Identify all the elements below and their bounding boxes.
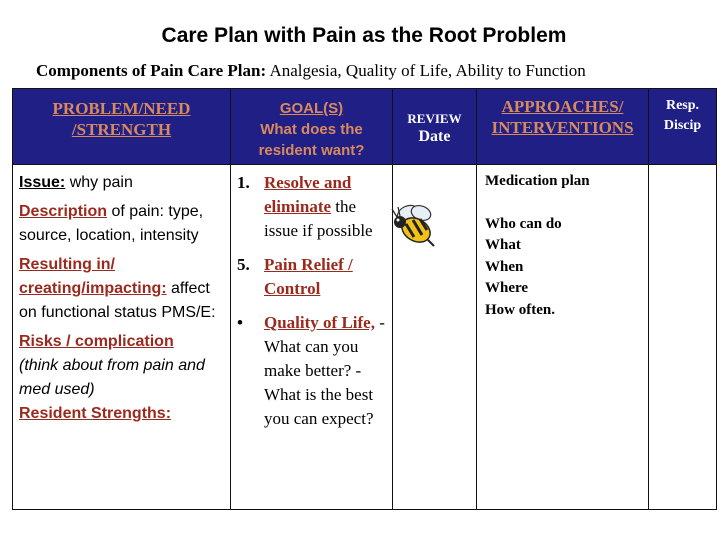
resulting-text: affect on functional status PMS/E:	[19, 280, 216, 321]
description-text: of pain: type, source, location, intensity	[19, 203, 204, 244]
care-plan-table	[12, 88, 717, 510]
issue-line	[19, 171, 224, 195]
header-resp-line2: Discip	[663, 118, 702, 133]
approaches-cell	[477, 165, 649, 510]
goal-number: 5.	[237, 255, 250, 274]
approach-line: Medication plan	[485, 173, 590, 189]
header-review	[393, 89, 477, 165]
header-goals-line1: GOAL(S)	[279, 100, 344, 117]
goal-link: Pain Relief / Control	[264, 255, 353, 298]
goal-item	[237, 311, 388, 431]
page-title: Care Plan with Pain as the Root Problem	[161, 24, 567, 47]
goal-text: - What can you make better? - What is the best you can expect?	[264, 313, 385, 428]
approach-line: Who can do	[485, 215, 562, 232]
subtitle	[36, 61, 586, 81]
approach-line: How often.	[485, 301, 555, 318]
header-approaches-line2: INTERVENTIONS	[491, 118, 634, 137]
goal-item	[237, 171, 388, 243]
goal-bullet: •	[237, 313, 243, 332]
problem-cell	[13, 165, 231, 510]
approach-line: When	[485, 258, 524, 275]
goal-number: 1.	[237, 173, 250, 192]
issue-label: Issue	[19, 174, 60, 191]
resp-cell	[649, 165, 717, 510]
issue-text: why pain	[65, 174, 133, 191]
header-goals	[231, 89, 393, 165]
resulting-label: Resulting	[19, 256, 92, 273]
approach-line: What	[485, 237, 521, 253]
header-resp	[649, 89, 717, 165]
risks-label: Risks / complication	[19, 333, 174, 350]
subtitle-label: Components of Pain Care Plan:	[36, 61, 267, 80]
header-row	[13, 89, 717, 165]
resulting-line	[19, 253, 224, 325]
header-resp-line1: Resp.	[665, 98, 700, 113]
goal-link: Resolve and eliminate	[264, 173, 352, 216]
goals-cell	[231, 165, 393, 510]
content-row	[13, 165, 717, 510]
header-goals-line2: What does the	[260, 121, 363, 138]
risks-text: (think about from pain and med used)	[19, 357, 205, 398]
strengths-label: Resident Strengths:	[19, 405, 172, 422]
header-approaches-line1: APPROACHES/	[501, 97, 624, 116]
description-line	[19, 200, 224, 248]
bee-icon	[388, 204, 440, 250]
risks-line	[19, 330, 224, 354]
goal-text: the issue if possible	[264, 197, 373, 240]
header-problem-line1: PROBLEM/NEED	[52, 99, 191, 118]
goal-link: Quality of Life,	[264, 313, 375, 332]
header-problem-line2: /STRENGTH	[71, 120, 172, 139]
header-review-line2: Date	[418, 128, 451, 145]
header-goals-line3: resident want?	[258, 142, 365, 159]
goal-item	[237, 253, 388, 301]
resulting-rest: in/ creating/impacting:	[19, 256, 167, 297]
issue-colon: :	[59, 174, 66, 191]
strengths-line	[19, 402, 224, 426]
header-problem	[13, 89, 231, 165]
header-review-line1: REVIEW	[407, 111, 462, 126]
approach-line: Where	[485, 280, 529, 296]
description-label: Description	[19, 203, 108, 220]
header-approaches	[477, 89, 649, 165]
subtitle-text: Analgesia, Quality of Life, Ability to Function	[269, 61, 586, 80]
